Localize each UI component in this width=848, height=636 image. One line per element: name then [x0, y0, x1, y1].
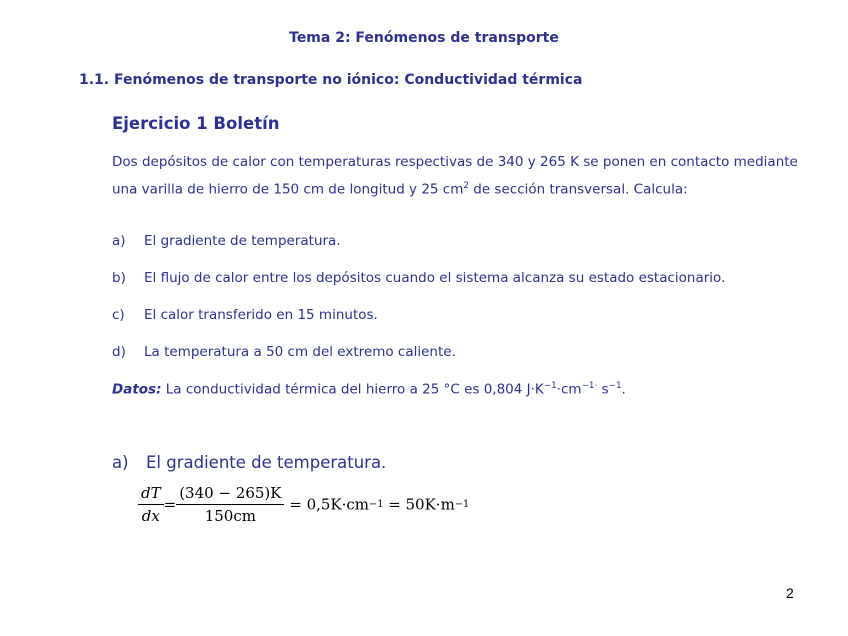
data-text: La conductividad térmica del hierro a 25 °C es 0,804 J·K — [161, 381, 544, 398]
derivative-fraction — [138, 484, 164, 525]
page-title: Tema 2: Fenómenos de transporte — [289, 30, 559, 46]
list-item-c — [112, 307, 378, 323]
data-text-3: s — [597, 381, 609, 398]
list-item-d — [112, 344, 456, 360]
list-item-b — [112, 270, 725, 286]
statement-text-2: de sección transversal. Calcula: — [468, 181, 688, 198]
section-heading: 1.1. Fenómenos de transporte no iónico: Conductividad térmica — [79, 72, 583, 88]
statement-text-1: Dos depósitos de calor con temperaturas respectivas de 340 y 265 K se ponen en contacto mediante una varilla de hierro de 150 cm de longitud y 25 cm — [112, 154, 798, 198]
data-exp-2: −1· — [581, 381, 598, 391]
statement-superscript: 2 — [463, 181, 469, 191]
data-exp-3: −1 — [608, 381, 622, 391]
list-item-text: La temperatura a 50 cm del extremo caliente. — [144, 344, 456, 360]
list-item-label: b) — [112, 270, 126, 286]
list-item-label: d) — [112, 344, 126, 360]
list-item-text: El calor transferido en 15 minutos. — [144, 307, 378, 323]
result-2-exponent: −1 — [454, 499, 470, 510]
list-item-text: El gradiente de temperatura. — [144, 233, 341, 249]
exercise-statement — [112, 150, 812, 202]
answer-heading — [112, 453, 386, 472]
value-denominator: 150cm — [204, 507, 256, 525]
equals-sign: = — [163, 495, 177, 514]
data-note — [112, 381, 626, 398]
list-item-text: El flujo de calor entre los depósitos cuando el sistema alcanza su estado estacionario. — [144, 270, 726, 286]
data-label: Datos: — [112, 381, 162, 398]
gradient-formula — [138, 484, 469, 525]
derivative-numerator: dT — [138, 484, 164, 505]
data-exp-1: −1 — [543, 381, 557, 391]
list-item-label: a) — [112, 233, 126, 249]
list-item-label: c) — [112, 307, 125, 323]
value-fraction — [176, 484, 284, 525]
value-numerator: (340 − 265)K — [176, 484, 284, 505]
derivative-denominator: dx — [141, 507, 160, 525]
answer-label: a) — [112, 453, 129, 472]
list-item-a — [112, 233, 341, 249]
data-text-2: ·cm — [556, 381, 582, 398]
exercise-title: Ejercicio 1 Boletín — [112, 114, 280, 133]
answer-text: El gradiente de temperatura. — [146, 453, 387, 472]
page-number: 2 — [786, 585, 794, 601]
result-1-exponent: −1 — [369, 499, 384, 510]
result-1: = 0,5K·cm — [284, 495, 370, 514]
data-text-4: . — [621, 381, 626, 398]
result-2: = 50K·m — [383, 495, 455, 514]
